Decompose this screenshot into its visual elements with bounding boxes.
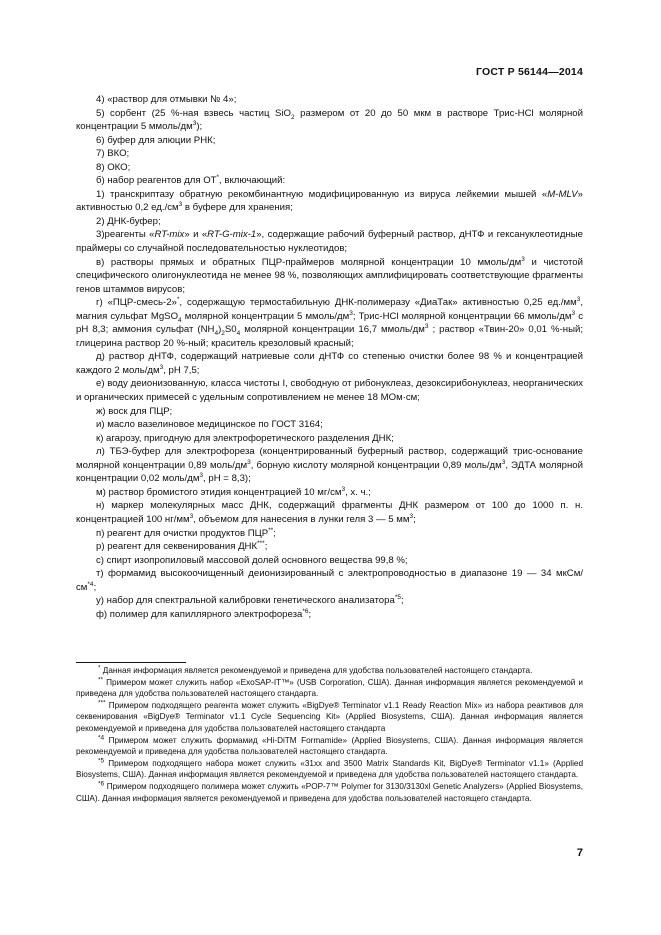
body-paragraph: 7) ВКО;	[96, 148, 130, 160]
body-paragraph: м) раствор бромистого этидия концентрацией 10 $мг/см^3$, х. ч.;	[96, 485, 371, 498]
body-paragraph: 4) «раствор для отмывки № 4»;	[96, 94, 237, 105]
body-paragraph: ф) полимер для капиллярного электрофореза$^{*6}$;	[96, 607, 312, 620]
body-paragraph: п) реагент для очистки продуктов ПЦР**;	[96, 526, 276, 539]
page-number: 7	[576, 847, 583, 859]
body-paragraph: 6) буфер для элюции РНК;	[96, 134, 216, 146]
body-paragraph: д) раствор дНТФ, содержащий натриевые соли дНТФ со степенью очистки более 98 % и концентрацией каждого 2 моль/$дм^3$, рН 7,5;	[76, 351, 583, 376]
footnote: * Данная информация является рекомендуемой и приведена для удобства пользователей настоящего стандарта.	[98, 664, 533, 675]
body-paragraph: с) спирт изопропиловый массовой долей основного вещества 99,8 %;	[96, 554, 408, 566]
body-paragraph: л) ТБЭ-буфер для электрофореза (концентрированный буферный раствор, содержащий трис-основание молярной концентрации 0,89 моль/$дм^3$, борную кислоту молярной концентрации 0,89 моль/$дм^3$, ЭДТА молярной концентрации 0,02 моль/$дм^3$, рН = 8,3);	[76, 446, 583, 485]
body-paragraph: у) набор для спектральной калибровки генетического анализатора$^{*5}$;	[96, 594, 404, 607]
footnote: $^{*5}$ Примером подходящего набора может служить «31хх and 3500 Matrix Standards Kit, BigDye® Terminator v1.1» (Applied Biosystems, США). Данная информация является рекомендуемой и приведена для удобства пользователей настоящего стандарта.	[76, 757, 583, 780]
body-paragraph: 1) транскриптазу обратную рекомбинантную модифицированную из вируса лейкемии мышей «M-MLV» активностью 0,2 $ед./см^3$ в буфере для хранения;	[76, 188, 583, 214]
body-paragraph: ж) воск для ПЦР;	[96, 405, 173, 417]
body-paragraph: н) маркер молекулярных масс ДНК, содержащий фрагменты ДНК размером от 100 до 1000 п. н. концентрацией 100 $нг/мм^3$, объемом для нанесения в лунки геля 3 — 5 $мм^3$;	[76, 500, 583, 525]
body-paragraph: е) воду деионизованную, класса чистоты I, свободную от рибонуклеаз, дезоксирибонуклеаз, неорганических и органических примесей с удельным сопротивлением не менее 18 МОм·см;	[76, 378, 583, 404]
body-paragraph: к) агарозу, пригодную для электрофоретического разделения ДНК;	[96, 432, 394, 444]
body-paragraph: 2) ДНК-буфер;	[96, 215, 161, 227]
body-text	[76, 93, 583, 621]
footnote: ** Примером может служить набор «ExoSAP-IT™» (USB Corporation, США). Данная информация является рекомендуемой и приведена для удобства пользователей настоящего стандарта.	[76, 675, 583, 699]
body-paragraph: г) «ПЦР-смесь-2»*, содержащую термостабильную ДНК-полимеразу «ДиаТак» активностью 0,25 $ед./мм^3$, магния сульфат MgSO$_4$ молярной концентрации 5 ммоль/$дм^3$; Трис-HCl молярной концентрации 66 ммоль/$дм^3$ с рН 8,3; аммония сульфат $(NH_4)_2S0_4$ молярной концентрации 16,7 ммоль/$дм^3$ ; раствор «Твин-20» 0,01 %-ный; глицерина раствор 20 %-ный; краситель крезоловый красный;	[76, 296, 583, 349]
document-code-header: ГОСТ Р 56144—2014	[475, 66, 583, 78]
body-paragraph: и) масло вазелиновое медицинское по ГОСТ 3164;	[96, 419, 323, 431]
body-paragraph: 3)реагенты «RT-mix» и «RT-G-mix-1», содержащие рабочий буферный раствор, дНТФ и гексануклеотидные праймеры со случайной последовательностью нуклеотидов;	[76, 229, 583, 255]
body-paragraph: в) растворы прямых и обратных ПЦР-праймеров молярной концентрации 10 ммоль/$дм^3$ и чистотой специфического олигонуклеотида не менее 98 %, позволяющих амплифицировать соответствующие фрагменты генов штаммов вирусов;	[76, 255, 583, 295]
footnote: $^{*6}$ Примером подходящего полимера может служить «POP-7™ Polymer for 3130/3130xl Genetic Analyzers» (Applied Biosystems, США). Данная информация является рекомендуемой и приведена для удобства пользователей настоящего стандарта.	[76, 780, 583, 803]
body-paragraph: 8) ОКО;	[96, 161, 131, 173]
footnote: *** Примером подходящего реагента может служить «BigDye® Terminator v1.1 Ready Reaction Mix» из набора реактивов для секвенирования «BigDye® Terminator v1.1 Cycle Sequencing Kit» (Applied Biosystems, США). Данная информация является рекомендуемой и приведена для удобства пользователей настоящего стандарта	[76, 699, 583, 733]
body-paragraph: р) реагент для секвенирования ДНК***;	[96, 539, 268, 553]
body-paragraph: т) формамид высокоочищенный деионизированный с электропроводностью в диапазоне 19 — 34 мкСм/$см^{*4}$;	[76, 568, 583, 593]
body-paragraph: б) набор реагентов для ОТ*, включающий:	[96, 174, 286, 187]
footnote: $^{*4}$ Примером может служить формамид «Hi-DiTM Formamide» (Applied Biosystems, США). Данная информация является рекомендуемой и приведена для удобства пользователей настоящего стандарта.	[76, 733, 583, 757]
footnote-divider	[76, 662, 186, 663]
body-paragraph: 5) сорбент (25 %-ная взвесь частиц SiO$_2$ размером от 20 до 50 мкм в растворе Трис-HCl молярной концентрации 5 ммоль/$дм^3$);	[76, 107, 584, 133]
footnotes	[76, 665, 583, 804]
